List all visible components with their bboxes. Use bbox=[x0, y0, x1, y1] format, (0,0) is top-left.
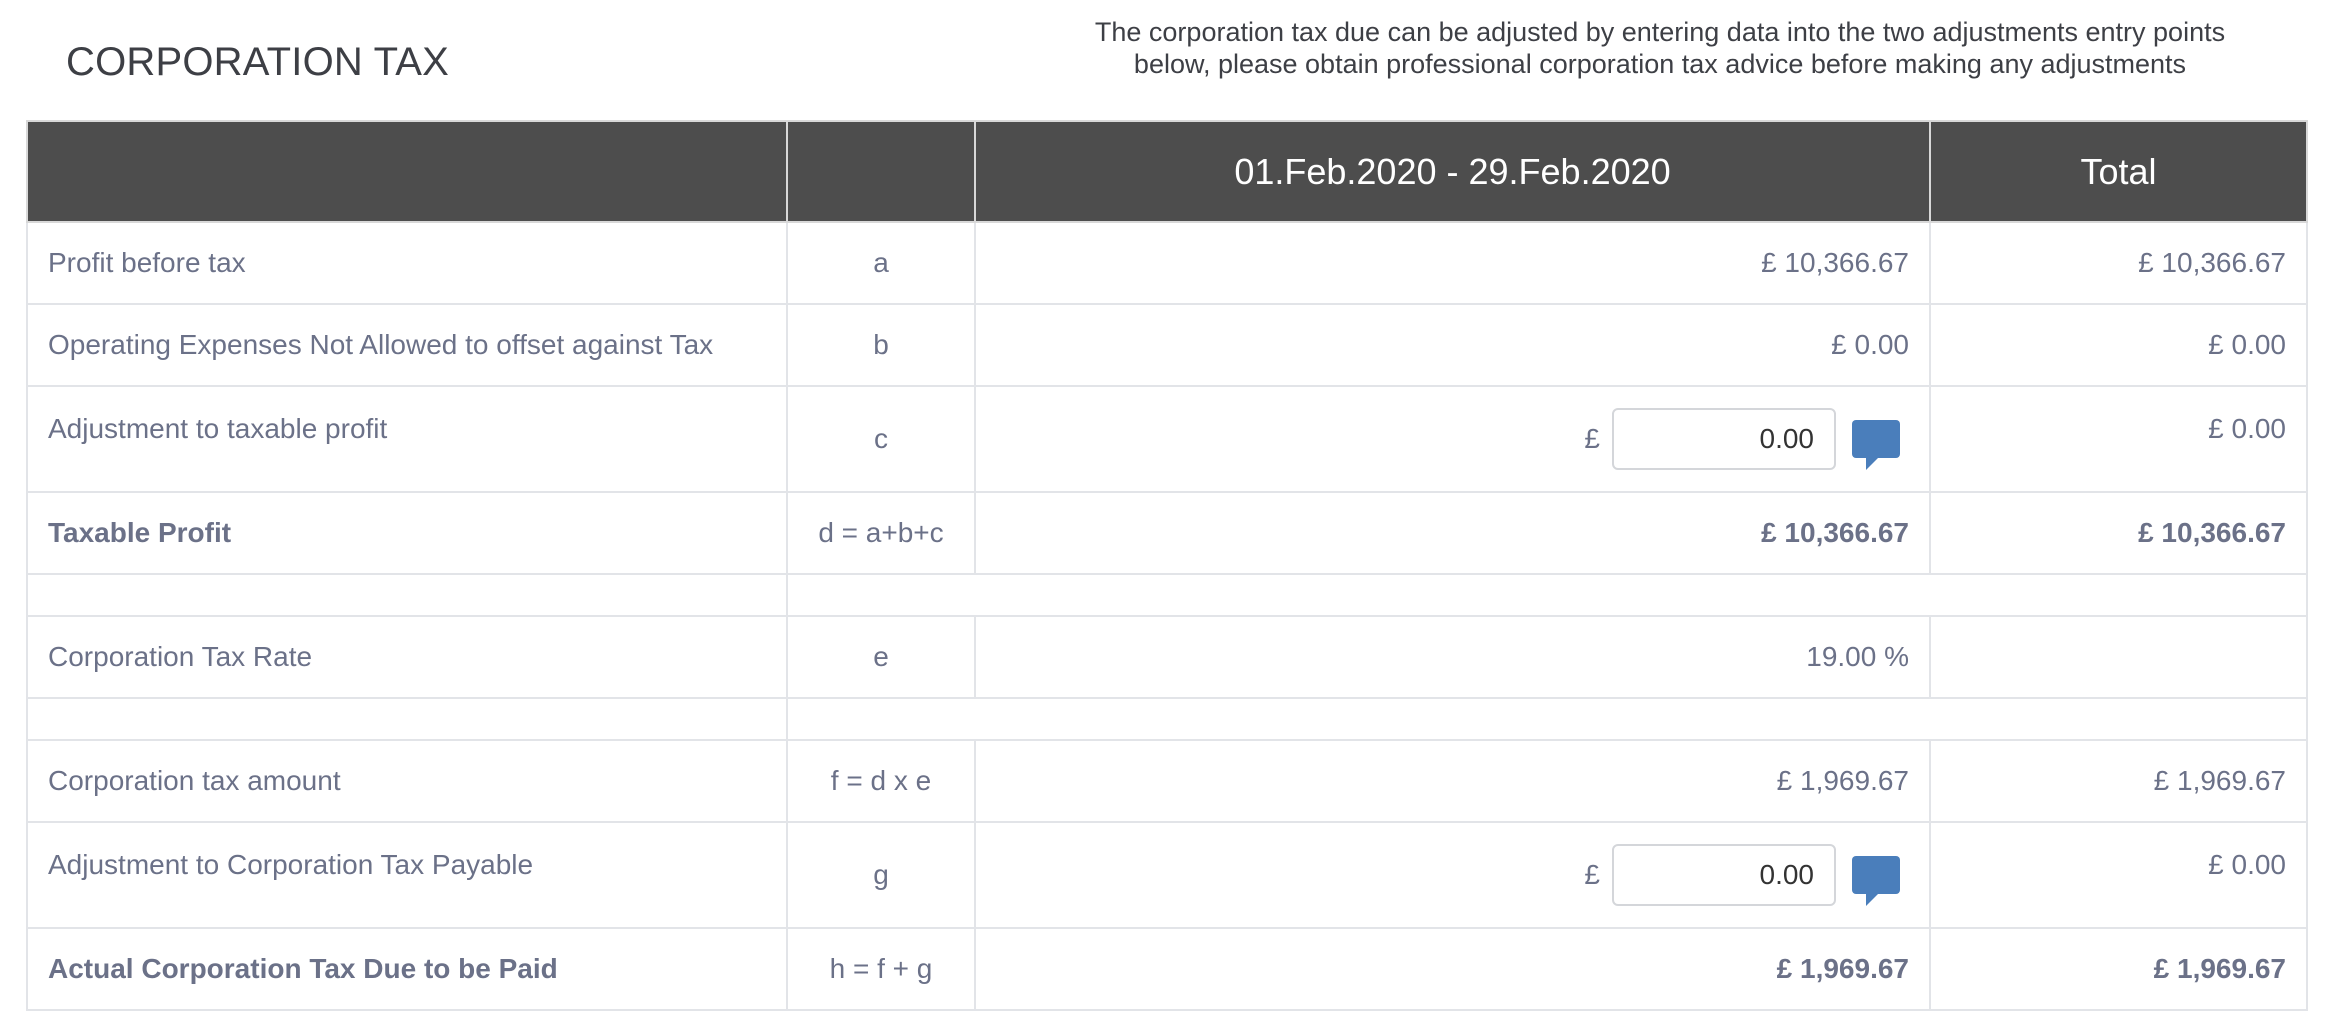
row-code: h = f + g bbox=[787, 928, 975, 1010]
total-value: £ 10,366.67 bbox=[1930, 222, 2307, 304]
row-code: g bbox=[787, 822, 975, 928]
row-code: b bbox=[787, 304, 975, 386]
period-input-cell bbox=[975, 822, 1930, 928]
notice-line-2: below, please obtain professional corporation tax advice before making any adjustments bbox=[1133, 49, 2187, 79]
row-label: Corporation Tax Rate bbox=[27, 616, 787, 698]
spacer-cell bbox=[27, 698, 787, 740]
row-label: Adjustment to Corporation Tax Payable bbox=[27, 822, 787, 928]
total-value: £ 0.00 bbox=[1930, 386, 2307, 492]
comment-icon[interactable] bbox=[1852, 420, 1900, 478]
column-header-label bbox=[27, 121, 787, 222]
spacer-cell bbox=[27, 574, 787, 616]
row-tax-rate bbox=[27, 616, 2307, 698]
total-value: £ 10,366.67 bbox=[1930, 492, 2307, 574]
period-input-cell bbox=[975, 386, 1930, 492]
period-value: £ 0.00 bbox=[975, 304, 1930, 386]
period-value: £ 10,366.67 bbox=[975, 492, 1930, 574]
currency-symbol: £ bbox=[1584, 859, 1600, 890]
row-label: Actual Corporation Tax Due to be Paid bbox=[27, 928, 787, 1010]
row-label: Profit before tax bbox=[27, 222, 787, 304]
spacer-cell bbox=[787, 698, 2307, 740]
column-header-code bbox=[787, 121, 975, 222]
period-value: £ 1,969.67 bbox=[975, 740, 1930, 822]
page-title: CORPORATION TAX bbox=[66, 40, 450, 84]
currency-symbol: £ bbox=[1584, 423, 1600, 454]
row-actual-tax-due bbox=[27, 928, 2307, 1010]
row-adjustment-taxable-profit bbox=[27, 386, 2307, 492]
table-header-row bbox=[27, 121, 2307, 222]
spacer-cell bbox=[787, 574, 2307, 616]
total-value: £ 1,969.67 bbox=[1930, 740, 2307, 822]
column-header-period: 01.Feb.2020 - 29.Feb.2020 bbox=[975, 121, 1930, 222]
spacer-row bbox=[27, 698, 2307, 740]
total-value: £ 0.00 bbox=[1930, 822, 2307, 928]
total-value bbox=[1930, 616, 2307, 698]
row-taxable-profit bbox=[27, 492, 2307, 574]
adjustment-taxable-profit-input[interactable] bbox=[1612, 408, 1836, 470]
column-header-total: Total bbox=[1930, 121, 2307, 222]
period-value: 19.00 % bbox=[975, 616, 1930, 698]
row-label: Adjustment to taxable profit bbox=[27, 386, 787, 492]
total-value: £ 0.00 bbox=[1930, 304, 2307, 386]
row-label: Operating Expenses Not Allowed to offset against Tax bbox=[27, 304, 787, 386]
corporation-tax-table bbox=[26, 120, 2308, 1011]
row-code: f = d x e bbox=[787, 740, 975, 822]
row-code: a bbox=[787, 222, 975, 304]
adjustment-input-group bbox=[977, 400, 1928, 478]
row-label: Corporation tax amount bbox=[27, 740, 787, 822]
adjustment-tax-payable-input[interactable] bbox=[1612, 844, 1836, 906]
notice-line-1: The corporation tax due can be adjusted by entering data into the two adjustments entry points bbox=[1094, 17, 2226, 47]
total-value: £ 1,969.67 bbox=[1930, 928, 2307, 1010]
comment-icon[interactable] bbox=[1852, 856, 1900, 914]
row-label: Taxable Profit bbox=[27, 492, 787, 574]
spacer-row bbox=[27, 574, 2307, 616]
row-tax-amount bbox=[27, 740, 2307, 822]
period-value: £ 10,366.67 bbox=[975, 222, 1930, 304]
row-code: c bbox=[787, 386, 975, 492]
row-code: d = a+b+c bbox=[787, 492, 975, 574]
adjustment-input-group bbox=[977, 836, 1928, 914]
row-profit-before-tax bbox=[27, 222, 2307, 304]
row-code: e bbox=[787, 616, 975, 698]
row-adjustment-tax-payable bbox=[27, 822, 2307, 928]
period-value: £ 1,969.67 bbox=[975, 928, 1930, 1010]
adjustment-notice bbox=[1000, 16, 2320, 80]
row-operating-expenses bbox=[27, 304, 2307, 386]
